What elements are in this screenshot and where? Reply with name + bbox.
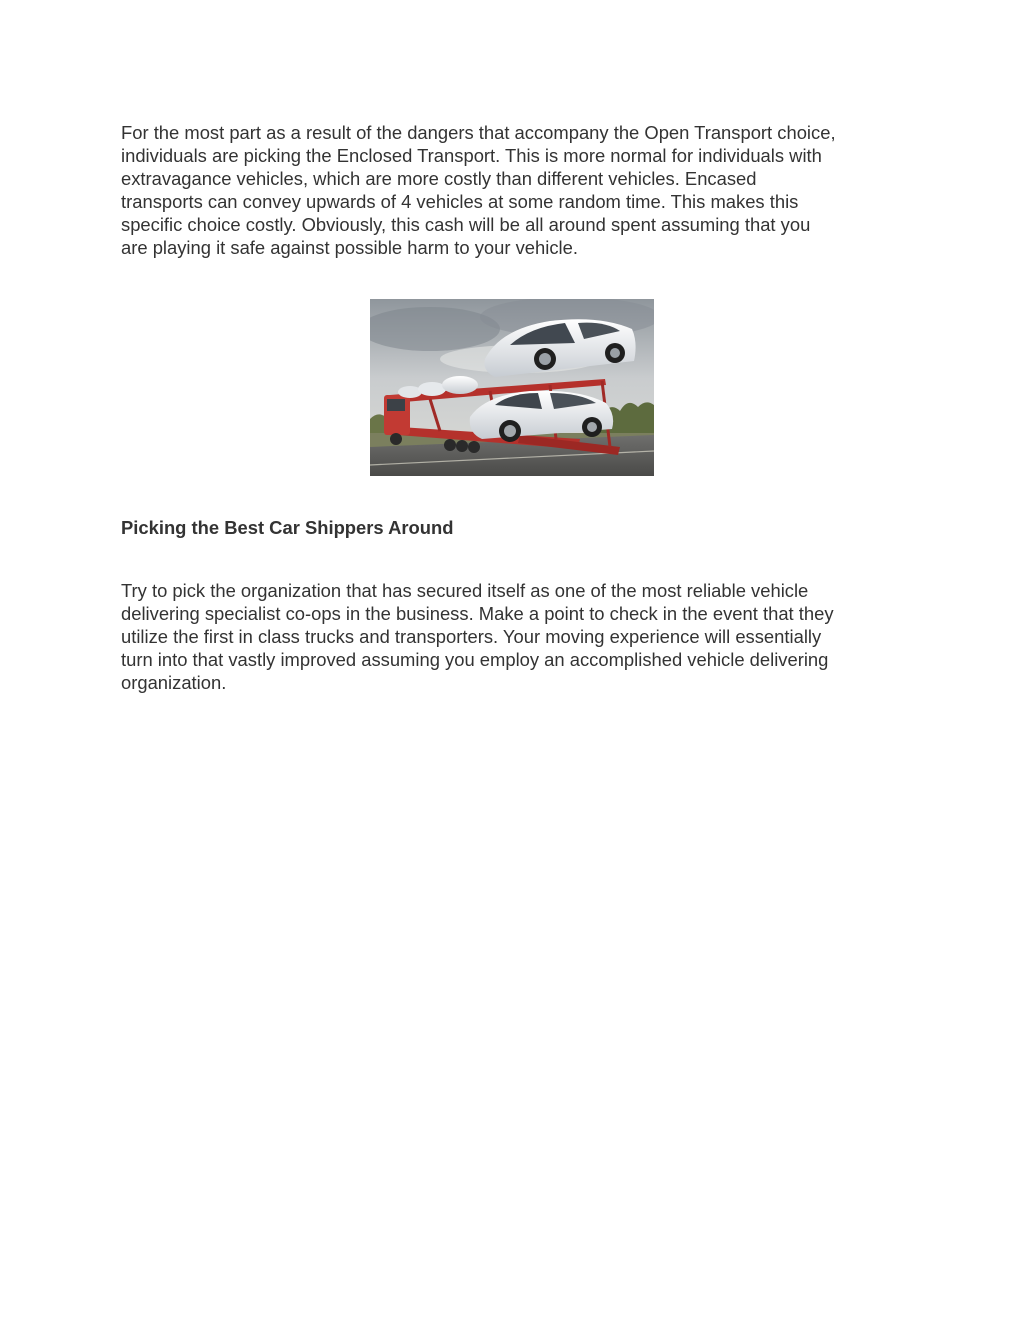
paragraph-line: are playing it safe against possible harm to your vehicle.	[121, 237, 578, 259]
intro-paragraph	[121, 121, 911, 260]
paragraph-line: turn into that vastly improved assuming you employ an accomplished vehicle delivering	[121, 649, 829, 671]
paragraph-line: extravagance vehicles, which are more costly than different vehicles. Encased	[121, 168, 757, 190]
car-carrier-photo	[370, 299, 654, 476]
paragraph-line: Try to pick the organization that has secured itself as one of the most reliable vehicle	[121, 580, 809, 601]
paragraph-line: For the most part as a result of the dangers that accompany the Open Transport choice,	[121, 122, 836, 143]
paragraph-line: specific choice costly. Obviously, this cash will be all around spent assuming that you	[121, 214, 811, 236]
paragraph-line: transports can convey upwards of 4 vehicles at some random time. This makes this	[121, 191, 799, 213]
paragraph-line: utilize the first in class trucks and transporters. Your moving experience will essentially	[121, 626, 822, 648]
section-heading: Picking the Best Car Shippers Around	[121, 517, 454, 538]
body-paragraph	[121, 579, 911, 694]
paragraph-line: delivering specialist co-ops in the business. Make a point to check in the event that they	[121, 603, 834, 625]
paragraph-line: organization.	[121, 672, 227, 694]
paragraph-line: individuals are picking the Enclosed Transport. This is more normal for individuals with	[121, 145, 822, 167]
